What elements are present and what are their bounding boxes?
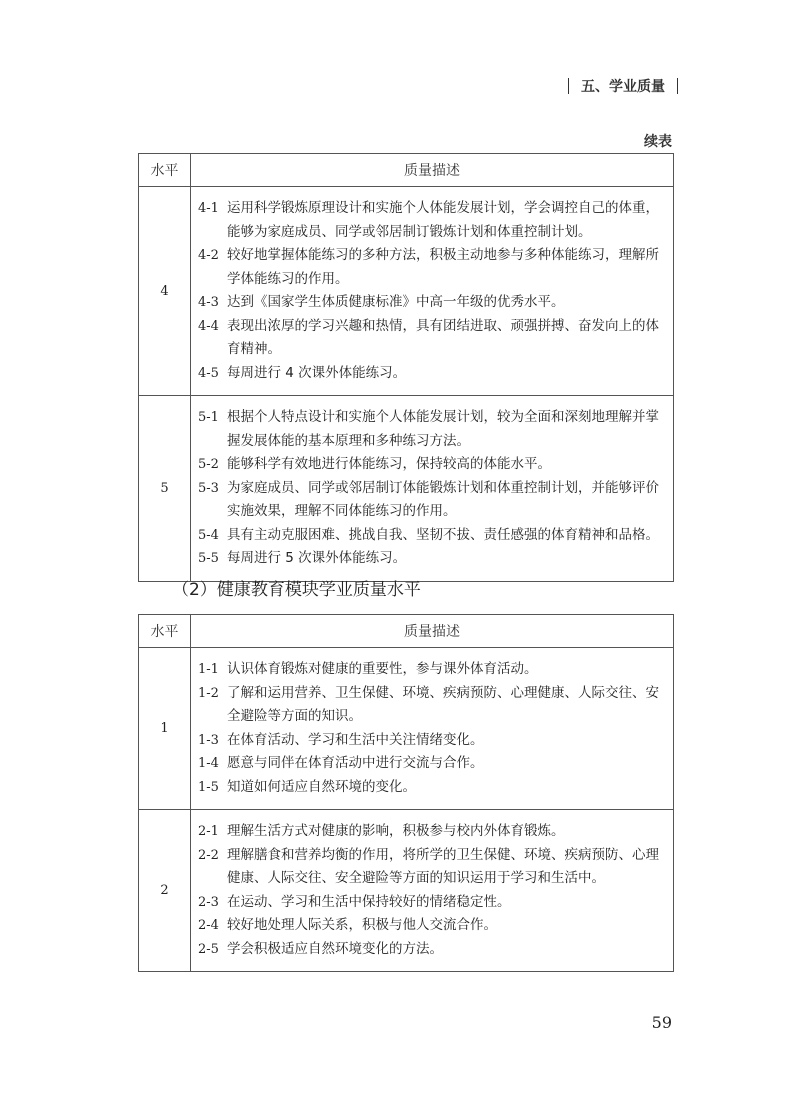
item-text: 每周进行 4 次课外体能练习。 <box>227 364 407 381</box>
list-item <box>198 938 665 962</box>
item-text: 学会积极适应自然环境变化的方法。 <box>227 940 443 957</box>
continued-table-label: 续表 <box>644 134 672 150</box>
fitness-quality-table <box>138 153 674 582</box>
list-item <box>198 658 665 682</box>
list-item <box>198 891 665 915</box>
list-item <box>198 244 665 291</box>
table-header-row <box>139 154 674 187</box>
description-cell <box>191 187 674 396</box>
description-column-header: 质量描述 <box>191 154 674 187</box>
list-item <box>198 524 665 548</box>
item-code: 4-1 <box>198 201 219 216</box>
table-row <box>139 187 674 396</box>
list-item <box>198 682 665 729</box>
item-text: 运用科学锻炼原理设计和实施个人体能发展计划，学会调控自己的体重，能够为家庭成员、同学或邻居制订锻炼计划和体重控制计划。 <box>227 200 659 240</box>
list-item <box>198 291 665 315</box>
list-item <box>198 914 665 938</box>
item-text: 认识体育锻炼对健康的重要性，参与课外体育活动。 <box>227 661 538 677</box>
item-code: 5-5 <box>198 551 219 566</box>
table-header-row <box>139 615 674 648</box>
description-cell <box>191 648 674 810</box>
table-row <box>139 810 674 972</box>
chapter-title: 五、学业质量 <box>581 79 665 95</box>
description-column-header: 质量描述 <box>191 615 674 648</box>
item-code: 4-3 <box>198 295 219 310</box>
list-item <box>198 776 665 800</box>
item-code: 2-2 <box>198 847 219 863</box>
item-text: 具有主动克服困难、挑战自我、坚韧不拔、责任感强的体育精神和品格。 <box>227 526 659 543</box>
level-cell: 1 <box>139 648 191 810</box>
item-text: 愿意与同伴在体育活动中进行交流与合作。 <box>227 755 484 771</box>
item-code: 2-3 <box>198 894 219 910</box>
item-code: 4-5 <box>198 365 219 381</box>
list-item <box>198 197 665 244</box>
list-item <box>198 453 665 477</box>
level-column-header: 水平 <box>139 615 191 648</box>
list-item <box>198 820 665 844</box>
item-code: 2-5 <box>198 941 219 957</box>
item-text: 了解和运用营养、卫生保健、环境、疾病预防、心理健康、人际交往、安全避险等方面的知识。 <box>227 684 659 724</box>
table-row <box>139 396 674 582</box>
item-text: 表现出浓厚的学习兴趣和热情，具有团结进取、顽强拼搏、奋发向上的体育精神。 <box>227 317 659 357</box>
item-text: 理解生活方式对健康的影响，积极参与校内外体育锻炼。 <box>227 823 565 839</box>
item-text: 达到《国家学生体质健康标准》中高一年级的优秀水平。 <box>227 294 565 310</box>
section-heading: （2）健康教育模块学业质量水平 <box>172 580 421 600</box>
table-row <box>139 648 674 810</box>
level-column-header: 水平 <box>139 154 191 187</box>
item-code: 1-1 <box>198 662 219 677</box>
item-text: 每周进行 5 次课外体能练习。 <box>227 550 407 566</box>
header-divider-right <box>677 78 678 94</box>
item-text: 根据个人特点设计和实施个人体能发展计划，较为全面和深刻地理解并掌握发展体能的基本原理和多种练习方法。 <box>227 409 659 449</box>
item-text: 在体育活动、学习和生活中关注情绪变化。 <box>227 731 484 748</box>
level-cell: 2 <box>139 810 191 972</box>
list-item <box>198 315 665 362</box>
item-code: 2-4 <box>198 918 219 933</box>
item-code: 4-4 <box>198 318 219 334</box>
item-code: 5-1 <box>198 410 219 425</box>
item-text: 较好地掌握体能练习的多种方法，积极主动地参与多种体能练习，理解所学体能练习的作用。 <box>227 247 659 287</box>
item-text: 能够科学有效地进行体能练习，保持较高的体能水平。 <box>227 456 551 472</box>
item-code: 1-4 <box>198 756 219 771</box>
list-item <box>198 729 665 753</box>
description-cell <box>191 810 674 972</box>
header-divider-left <box>568 78 569 94</box>
list-item <box>198 406 665 453</box>
level-cell: 5 <box>139 396 191 582</box>
list-item <box>198 362 665 386</box>
item-text: 理解膳食和营养均衡的作用，将所学的卫生保健、环境、疾病预防、心理健康、人际交往、安全避险等方面的知识运用于学习和生活中。 <box>227 846 659 886</box>
item-code: 5-4 <box>198 527 219 543</box>
running-header <box>568 76 678 96</box>
item-code: 5-3 <box>198 480 219 496</box>
list-item <box>198 844 665 891</box>
list-item <box>198 752 665 776</box>
item-code: 2-1 <box>198 824 219 839</box>
item-code: 4-2 <box>198 248 219 263</box>
item-code: 1-2 <box>198 685 219 701</box>
list-item <box>198 477 665 524</box>
item-text: 在运动、学习和生活中保持较好的情绪稳定性。 <box>227 893 511 910</box>
item-code: 5-2 <box>198 457 219 472</box>
page-number: 59 <box>651 1013 672 1032</box>
list-item <box>198 547 665 571</box>
item-code: 1-5 <box>198 779 219 795</box>
health-education-quality-table <box>138 614 674 972</box>
level-cell: 4 <box>139 187 191 396</box>
item-text: 为家庭成员、同学或邻居制订体能锻炼计划和体重控制计划，并能够评价实施效果，理解不同体能练习的作用。 <box>227 479 659 519</box>
item-text: 知道如何适应自然环境的变化。 <box>227 778 416 795</box>
description-cell <box>191 396 674 582</box>
item-text: 较好地处理人际关系，积极与他人交流合作。 <box>227 917 497 933</box>
item-code: 1-3 <box>198 732 219 748</box>
